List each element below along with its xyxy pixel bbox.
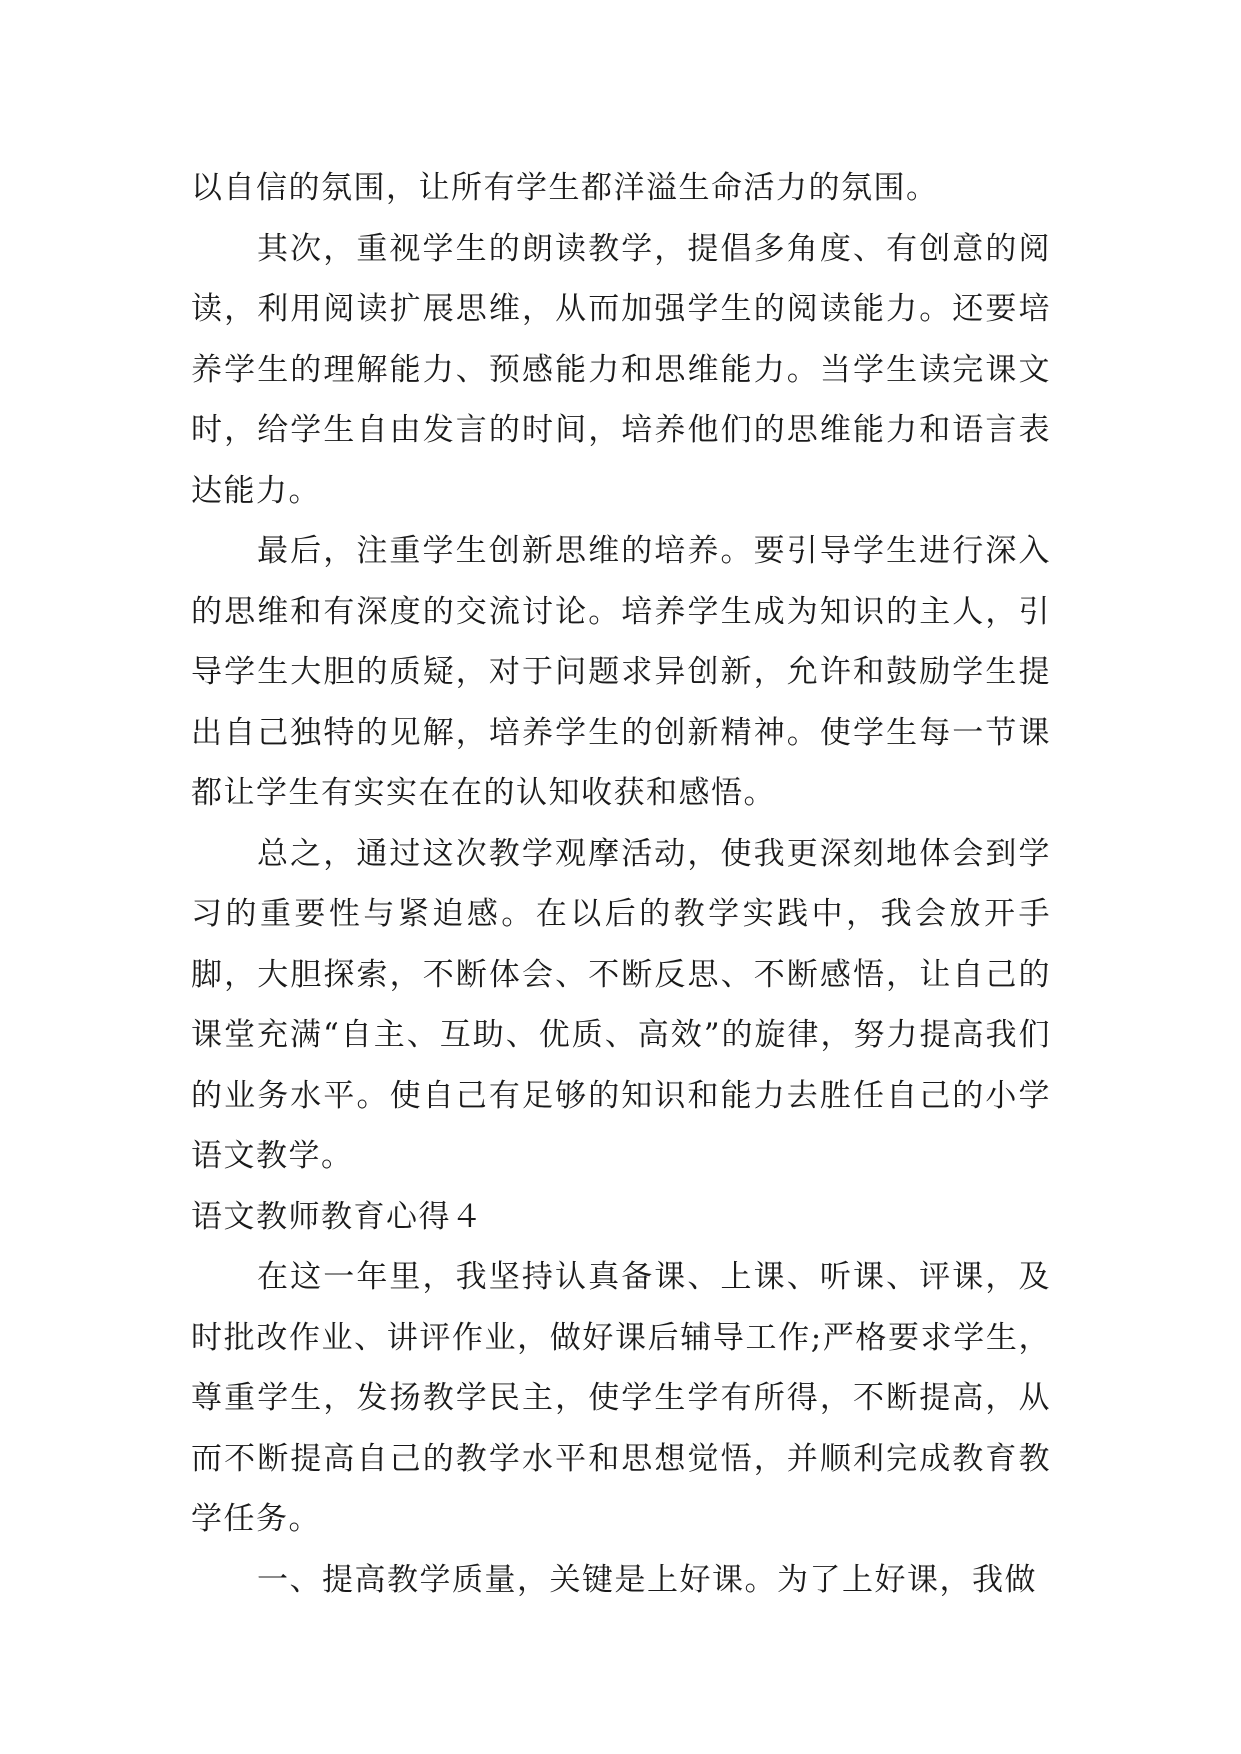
paragraph-continuation: 以自信的氛围，让所有学生都洋溢生命活力的氛围。 — [191, 170, 939, 206]
paragraph-reading: 其次，重视学生的朗读教学，提倡多角度、有创意的阅读，利用阅读扩展思维，从而加强学生的阅读能力。还要培养学生的理解能力、预感能力和思维能力。当学生读完课文时，给学生自由发言的时间，培养他们的思维能力和语言表达能力。 — [191, 230, 1051, 509]
paragraph-summary: 总之，通过这次教学观摩活动，使我更深刻地体会到学习的重要性与紧迫感。在以后的教学实践中，我会放开手脚，大胆探索，不断体会、不断反思、不断感悟，让自己的课堂充满“自主、互助、优质、高效”的旋律，努力提高我们的业务水平。使自己有足够的知识和能力去胜任自己的小学语文教学。 — [191, 835, 1051, 1174]
document-body — [191, 158, 1051, 1610]
paragraph-teaching-quality: 一、提高教学质量，关键是上好课。为了上好课，我做 — [257, 1561, 1037, 1598]
section-heading: 语文教师教育心得４ — [191, 1198, 484, 1235]
paragraph-innovation: 最后，注重学生创新思维的培养。要引导学生进行深入的思维和有深度的交流讨论。培养学生成为知识的主人，引导学生大胆的质疑，对于问题求异创新，允许和鼓励学生提出自己独特的见解，培养学生的创新精神。使学生每一节课都让学生有实实在在的认知收获和感悟。 — [191, 533, 1051, 811]
paragraph-year-review: 在这一年里，我坚持认真备课、上课、听课、评课，及时批改作业、讲评作业，做好课后辅导工作;严格要求学生，尊重学生，发扬教学民主，使学生学有所得，不断提高，从而不断提高自己的教学水平和思想觉悟，并顺利完成教育教学任务。 — [191, 1259, 1051, 1537]
